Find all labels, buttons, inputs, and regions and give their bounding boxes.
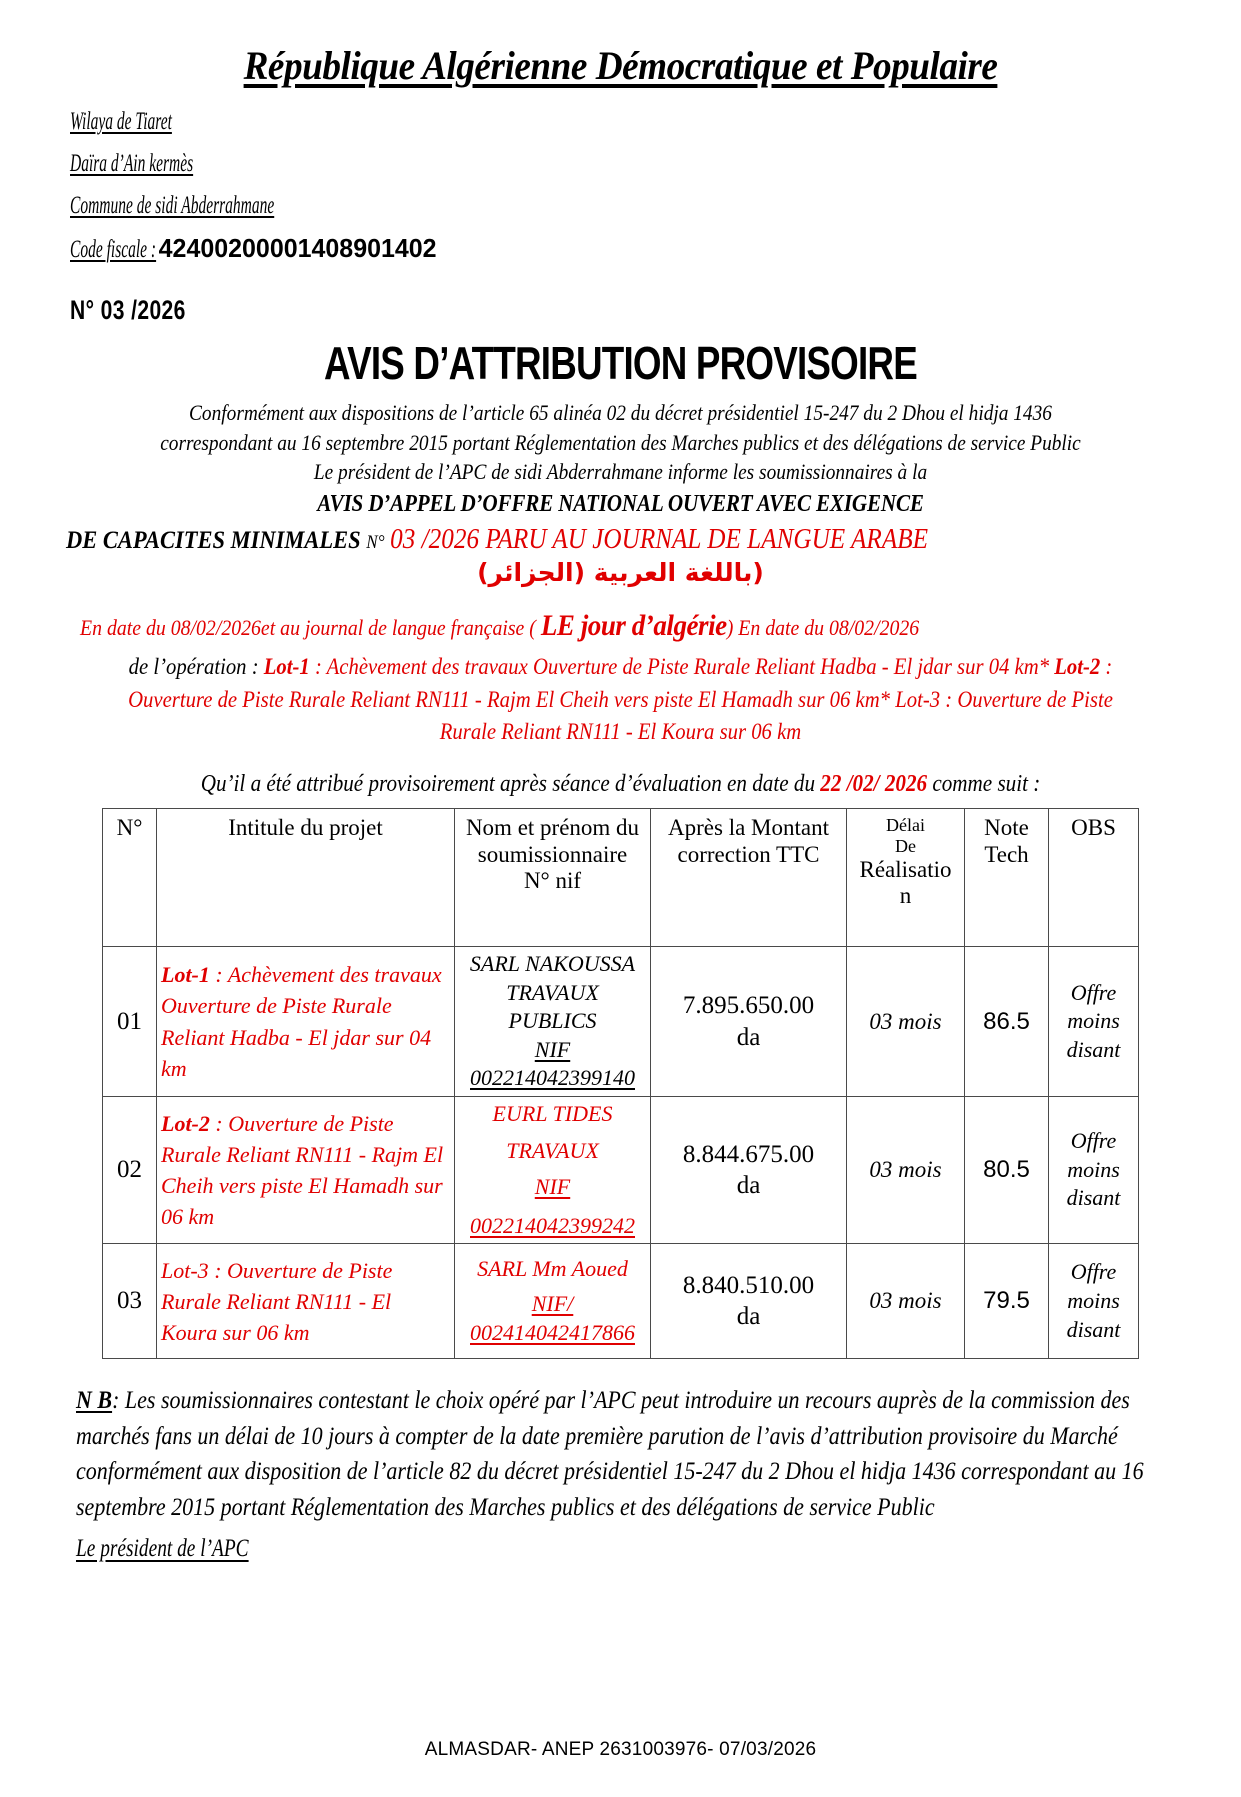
row-project bbox=[157, 1244, 455, 1359]
header-project: Intitule du projet bbox=[157, 809, 455, 947]
attribution-table bbox=[102, 808, 1139, 1359]
table-header bbox=[103, 809, 1139, 947]
nb-paragraph bbox=[76, 1383, 1187, 1567]
row-project bbox=[157, 1097, 455, 1244]
conformite-paragraph: Conformément aux dispositions de l’article 65 alinéa 02 du décret présidentiel 15-247 du 2 Dhou el hidja 1436 correspondant au 16 septembre 2015 portant Réglementation des Marches publics et des délégations de service Public Le président de l’APC de sidi Abderrahmane informe les soumissionnaires à la bbox=[160, 400, 1081, 485]
capacites-label: DE CAPACITES MINIMALES bbox=[66, 527, 361, 555]
document-page bbox=[0, 42, 1241, 1797]
page-title: AVIS D’ATTRIBUTION PROVISOIRE bbox=[324, 337, 917, 389]
soum-nif-number: 002414042417866 bbox=[470, 1319, 635, 1345]
soum-name-line2: TRAVAUX bbox=[506, 979, 599, 1005]
header-soum-line3: N° nif bbox=[523, 868, 582, 894]
table-body bbox=[103, 947, 1139, 1359]
header-note bbox=[965, 809, 1049, 947]
header-montant bbox=[651, 809, 847, 947]
journal-paragraph bbox=[80, 605, 1069, 647]
obs-line1: Offre bbox=[1070, 979, 1117, 1005]
row-lot-label: Lot-1 bbox=[161, 962, 210, 988]
table-row bbox=[103, 947, 1139, 1097]
soum-name-line2: TRAVAUX bbox=[506, 1137, 599, 1163]
montant-value: 8.840.510.00 bbox=[682, 1272, 815, 1300]
obs-line2: moins bbox=[1067, 1156, 1120, 1182]
row-soumissionnaire bbox=[455, 1244, 651, 1359]
operation-lead: de l’opération : bbox=[128, 654, 259, 680]
header-note-line1: Note bbox=[984, 815, 1029, 841]
commune-label: Commune de sidi Abderrahmane bbox=[70, 192, 275, 219]
soum-name-line1: EURL TIDES bbox=[492, 1101, 613, 1126]
appel-offre-title: AVIS D’APPEL D’OFFRE NATIONAL OUVERT AVEC EXIGENCE bbox=[317, 491, 924, 518]
header-num: N° bbox=[103, 809, 157, 947]
header-montant-line1: Après la Montant bbox=[668, 815, 829, 841]
obs-line3: disant bbox=[1066, 1316, 1121, 1342]
nb-text: : Les soumissionnaires contestant le choix opéré par l’APC peut introduire un recours auprès de la commission des marchés fans un délai de 10 jours à compter de la date première parution de l’avis d’attribution provisoire du Marché conformément aux disposition de l’article 82 du décret présidentiel 15-247 du 2 Dhou el hidja 1436 correspondant au 16 septembre 2015 portant Réglementation des Marches publics et des délégations de service Public bbox=[76, 1387, 1144, 1521]
obs-line1: Offre bbox=[1070, 1128, 1117, 1154]
row-note: 80.5 bbox=[965, 1097, 1049, 1244]
obs-line2: moins bbox=[1067, 1288, 1120, 1314]
republic-title: République Algérienne Démocratique et Populaire bbox=[243, 43, 998, 88]
row-montant bbox=[651, 947, 847, 1097]
attribution-date: 22 /02/ 2026 bbox=[820, 771, 928, 798]
journal-name: LE jour d’algérie bbox=[540, 609, 727, 643]
soum-spacer-2 bbox=[459, 1165, 646, 1173]
code-fiscale-value: 42400200001408901402 bbox=[158, 233, 437, 263]
nb-label: N B bbox=[76, 1387, 113, 1415]
header-obs: OBS bbox=[1049, 809, 1139, 947]
row-note: 79.5 bbox=[965, 1244, 1049, 1359]
code-fiscale-label: Code fiscale : bbox=[70, 236, 157, 263]
row-number: 03 bbox=[103, 1244, 157, 1359]
operation-lot2-text: : Ouverture de Piste Rurale Reliant RN111 - Rajm El Cheih vers piste El Hamadh sur 06 km* bbox=[128, 654, 1113, 712]
table-row bbox=[103, 1097, 1139, 1244]
obs-line1: Offre bbox=[1070, 1259, 1117, 1285]
soum-spacer-3 bbox=[459, 1202, 646, 1212]
header-soumissionnaire bbox=[455, 809, 651, 947]
soum-name-line1: SARL NAKOUSSA bbox=[469, 951, 636, 977]
row-project bbox=[157, 947, 455, 1097]
operation-lot1-text: : Achèvement des travaux Ouverture de Piste Rurale Reliant Hadba - El jdar sur 04 km* bbox=[314, 654, 1050, 680]
header-note-line2: Tech bbox=[984, 841, 1029, 867]
daira-line bbox=[70, 151, 1170, 176]
montant-currency: da bbox=[736, 1303, 761, 1331]
header-soum-line2: soumissionnaire bbox=[477, 841, 628, 867]
montant-currency: da bbox=[736, 1023, 761, 1051]
journal-prefix: En date du 08/02/2026et au journal de langue française ( bbox=[80, 615, 536, 641]
soum-name-line1: SARL Mm Aoued bbox=[477, 1256, 628, 1282]
soum-nif-number: 002214042399140 bbox=[470, 1065, 635, 1091]
montant-value: 8.844.675.00 bbox=[682, 1140, 815, 1168]
header-delai-line3: Réalisatio bbox=[859, 856, 952, 882]
row-obs bbox=[1049, 947, 1139, 1097]
arabic-language-note: (باللغة العربية (الجزائر) bbox=[477, 558, 764, 588]
soum-nif-label: NIF bbox=[534, 1036, 571, 1062]
operation-lot3-text: : Ouverture de Piste Rurale Reliant RN111 - El Koura sur 06 km bbox=[439, 686, 1113, 745]
wilaya-label: Wilaya de Tiaret bbox=[70, 108, 172, 135]
header-delai-line4: n bbox=[899, 883, 912, 909]
row-number: 01 bbox=[103, 947, 157, 1097]
soum-nif-number: 002214042399242 bbox=[470, 1212, 635, 1238]
row-montant bbox=[651, 1097, 847, 1244]
capacites-journal-arabe: 03 /2026 PARU AU JOURNAL DE LANGUE ARABE bbox=[390, 524, 929, 556]
operation-lot2-label: Lot-2 bbox=[1054, 654, 1101, 680]
commune-line bbox=[70, 193, 1170, 218]
attribution-prefix: Qu’il a été attribué provisoirement après séance d’évaluation en date du bbox=[200, 771, 816, 798]
capacites-line bbox=[66, 524, 1068, 556]
row-lot-label: Lot-2 bbox=[161, 1110, 210, 1136]
header-soum-line1: Nom et prénom du bbox=[465, 815, 640, 841]
wilaya-line bbox=[70, 109, 1170, 134]
attribution-statement bbox=[129, 771, 1112, 798]
attribution-suffix: comme suit : bbox=[932, 771, 1041, 798]
row-project-text: : Ouverture de Piste Rurale Reliant RN111 - El Koura sur 06 km bbox=[161, 1257, 393, 1345]
row-soumissionnaire bbox=[455, 947, 651, 1097]
soum-name-line3: PUBLICS bbox=[508, 1008, 597, 1034]
row-project-text: : Achèvement des travaux Ouverture de Piste Rurale Reliant Hadba - El jdar sur 04 km bbox=[161, 962, 442, 1081]
row-delai: 03 mois bbox=[847, 1244, 965, 1359]
row-obs bbox=[1049, 1097, 1139, 1244]
montant-currency: da bbox=[736, 1172, 761, 1200]
table-header-row bbox=[103, 809, 1139, 947]
soum-nif-label: NIF/ bbox=[531, 1291, 574, 1317]
footer-anep: ALMASDAR- ANEP 2631003976- 07/03/2026 bbox=[424, 1739, 817, 1760]
row-montant bbox=[651, 1244, 847, 1359]
row-delai: 03 mois bbox=[847, 947, 965, 1097]
code-fiscale-line bbox=[70, 235, 1170, 262]
daira-label: Daïra d’Ain kermès bbox=[70, 150, 194, 177]
journal-date: En date du 08/02/2026 bbox=[738, 615, 920, 641]
operation-lot3-label: Lot-3 bbox=[895, 686, 941, 712]
capacites-no-symbol: N° bbox=[366, 532, 385, 554]
header-delai-line2: De bbox=[895, 835, 916, 856]
obs-line3: disant bbox=[1066, 1036, 1121, 1062]
row-soumissionnaire bbox=[455, 1097, 651, 1244]
row-lot-label: Lot-3 bbox=[161, 1257, 209, 1283]
operation-paragraph bbox=[118, 651, 1123, 749]
obs-line2: moins bbox=[1067, 1008, 1120, 1034]
table-row bbox=[103, 1244, 1139, 1359]
row-obs bbox=[1049, 1244, 1139, 1359]
president-signature: Le président de l’APC bbox=[76, 1535, 249, 1563]
reference-number: N° 03 /2026 bbox=[70, 295, 186, 325]
administrative-block bbox=[70, 109, 1179, 262]
soum-spacer bbox=[459, 1129, 646, 1137]
row-project-text: : Ouverture de Piste Rurale Reliant RN111 - Rajm El Cheih vers piste El Hamadh sur 06 km bbox=[161, 1110, 444, 1230]
row-number: 02 bbox=[103, 1097, 157, 1244]
row-note: 86.5 bbox=[965, 947, 1049, 1097]
header-delai-line1: Délai bbox=[886, 815, 925, 836]
obs-line3: disant bbox=[1066, 1185, 1121, 1211]
journal-suffix: ) bbox=[726, 615, 734, 641]
operation-lot1-label: Lot-1 bbox=[263, 654, 310, 680]
header-montant-line2: correction TTC bbox=[677, 841, 820, 867]
header-delai bbox=[847, 809, 965, 947]
row-delai: 03 mois bbox=[847, 1097, 965, 1244]
montant-value: 7.895.650.00 bbox=[682, 992, 815, 1020]
soum-nif-label: NIF bbox=[534, 1174, 571, 1200]
